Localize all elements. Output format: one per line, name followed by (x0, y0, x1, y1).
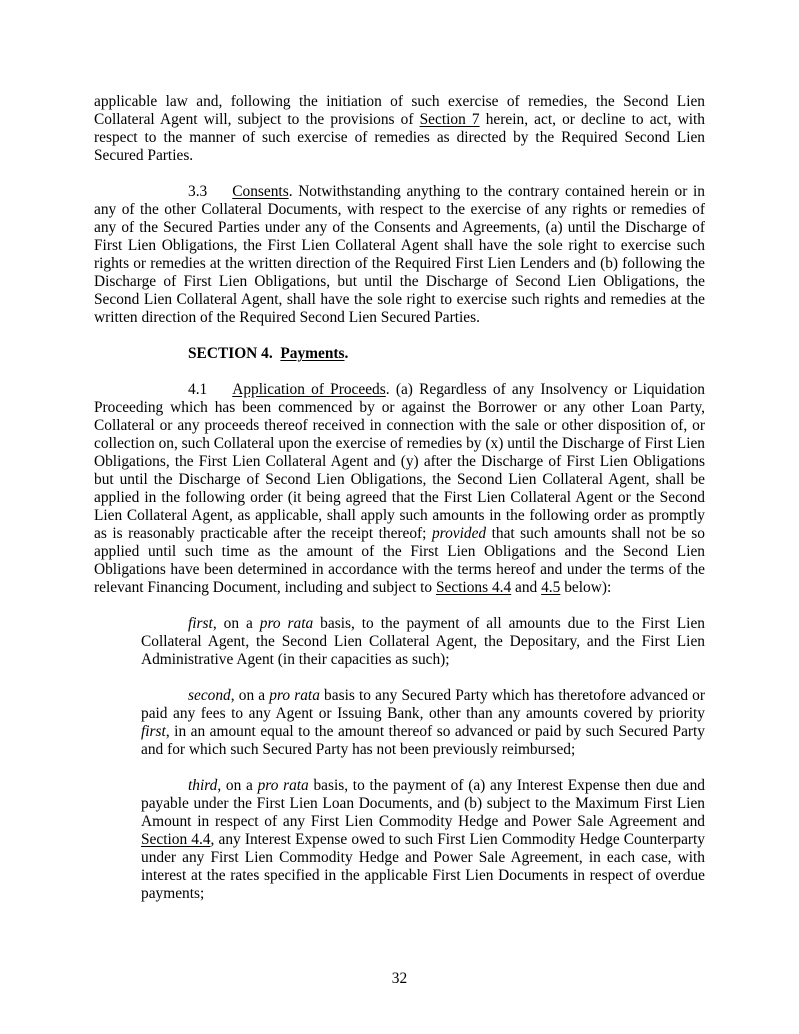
third-text-3: , any Interest Expense owed to such First Lien Commodity Hedge Counterparty under any First Lien Commodity Hedge and Power Sale Agreement, in each case, with interest at the rates specified in the applicable First Lien Documents in respect of overdue payments; (141, 831, 705, 902)
section-4-1-title: Application of Proceeds (232, 381, 386, 398)
page-number: 32 (391, 970, 408, 987)
third-pro-rata: pro rata (257, 777, 309, 794)
section-3-3-number: 3.3 (188, 183, 208, 200)
third-text-2: basis, to the payment of (a) any Interest Expense then due and payable under the First Lien Loan Documents, and (b) subject to the Maximum First Lien Amount in respect of any First Lien Commodity Hedge and Power Sale Agreement and (141, 777, 705, 830)
section-7-reference: Section 7 (419, 111, 480, 128)
section-4-1-text-4: below): (560, 579, 612, 596)
section-4-heading (94, 345, 705, 363)
section-4-1-text-3: and (511, 579, 542, 596)
continuation-text-2: herein, act, or decline to act, with respect to the manner of such exercise of remedies as directed by the Required Second Lien Secured Parties. (94, 111, 705, 164)
section-3-3-paragraph (94, 183, 705, 327)
second-first-reference: first (141, 723, 166, 740)
second-label: second (188, 687, 231, 704)
section-4-label: SECTION 4. (188, 345, 273, 362)
provided-term: provided (431, 525, 487, 542)
section-4-1-text-1: . (a) Regardless of any Insolvency or Liquidation Proceeding which has been commenced by or against the Borrower or any other Loan Party, Collateral or any proceeds thereof received in connection with the sale or other disposition of, or collection on, such Collateral upon the exercise of remedies by (x) until the Discharge of First Lien Obligations, the First Lien Collateral Agent and (y) after the Discharge of First Lien Obligations but until the Discharge of Second Lien Obligations, the Second Lien Collateral Agent, shall be applied in the following order (it being agreed that the First Lien Collateral Agent or the Second Lien Collateral Agent, as applicable, shall apply such amounts in the following order as promptly as is reasonably practicable after the receipt thereof; (94, 381, 705, 542)
section-4-5-reference: 4.5 (541, 579, 561, 596)
section-4-4-reference: Section 4.4 (141, 831, 211, 848)
continuation-paragraph (94, 93, 705, 165)
section-4-1-number: 4.1 (188, 381, 208, 398)
section-3-3-title: Consents (232, 183, 289, 200)
section-4-title: Payments (280, 345, 345, 362)
third-text-1: , on a (217, 777, 258, 794)
priority-first-paragraph (141, 615, 705, 669)
priority-second-paragraph (141, 687, 705, 759)
continuation-text-1: applicable law and, following the initiation of such exercise of remedies, the Second Lien Collateral Agent will, subject to the provisions of (94, 93, 705, 128)
first-text-2: basis, to the payment of all amounts due to the First Lien Collateral Agent, the Second Lien Collateral Agent, the Depositary, and the First Lien Administrative Agent (in their capacities as such); (141, 615, 705, 668)
second-text-3: , in an amount equal to the amount thereof so advanced or paid by such Secured Party and for which such Secured Party has not been previously reimbursed; (141, 723, 705, 758)
first-label: first (188, 615, 213, 632)
second-text-1: , on a (230, 687, 270, 704)
priority-third-paragraph (141, 777, 705, 903)
section-3-3-text: . Notwithstanding anything to the contrary contained herein or in any of the other Collateral Documents, with respect to the exercise of any rights or remedies of any of the Secured Parties under any of the Consents and Agreements, (a) until the Discharge of First Lien Obligations, the First Lien Collateral Agent shall have the sole right to exercise such rights or remedies at the written direction of the Required First Lien Lenders and (b) following the Discharge of First Lien Obligations, but until the Discharge of Second Lien Obligations, the Second Lien Collateral Agent, shall have the sole right to exercise such rights and remedies at the written direction of the Required Second Lien Secured Parties. (94, 183, 705, 326)
first-text-1: , on a (212, 615, 260, 632)
first-pro-rata: pro rata (259, 615, 314, 632)
third-label: third (188, 777, 218, 794)
second-text-2: basis to any Secured Party which has theretofore advanced or paid any fees to any Agent or Issuing Bank, other than any amounts covered by priority (141, 687, 705, 722)
page-content (94, 93, 705, 903)
section-4-1-text-2: that such amounts shall not be so applied until such time as the amount of the First Lien Obligations and the Second Lien Obligations have been determined in accordance with the terms hereof and under the terms of the relevant Financing Document, including and subject to (94, 525, 705, 596)
sections-4-4-reference: Sections 4.4 (435, 579, 512, 596)
second-pro-rata: pro rata (269, 687, 320, 704)
section-4-period: . (344, 345, 349, 362)
section-4-1-paragraph (94, 381, 705, 597)
